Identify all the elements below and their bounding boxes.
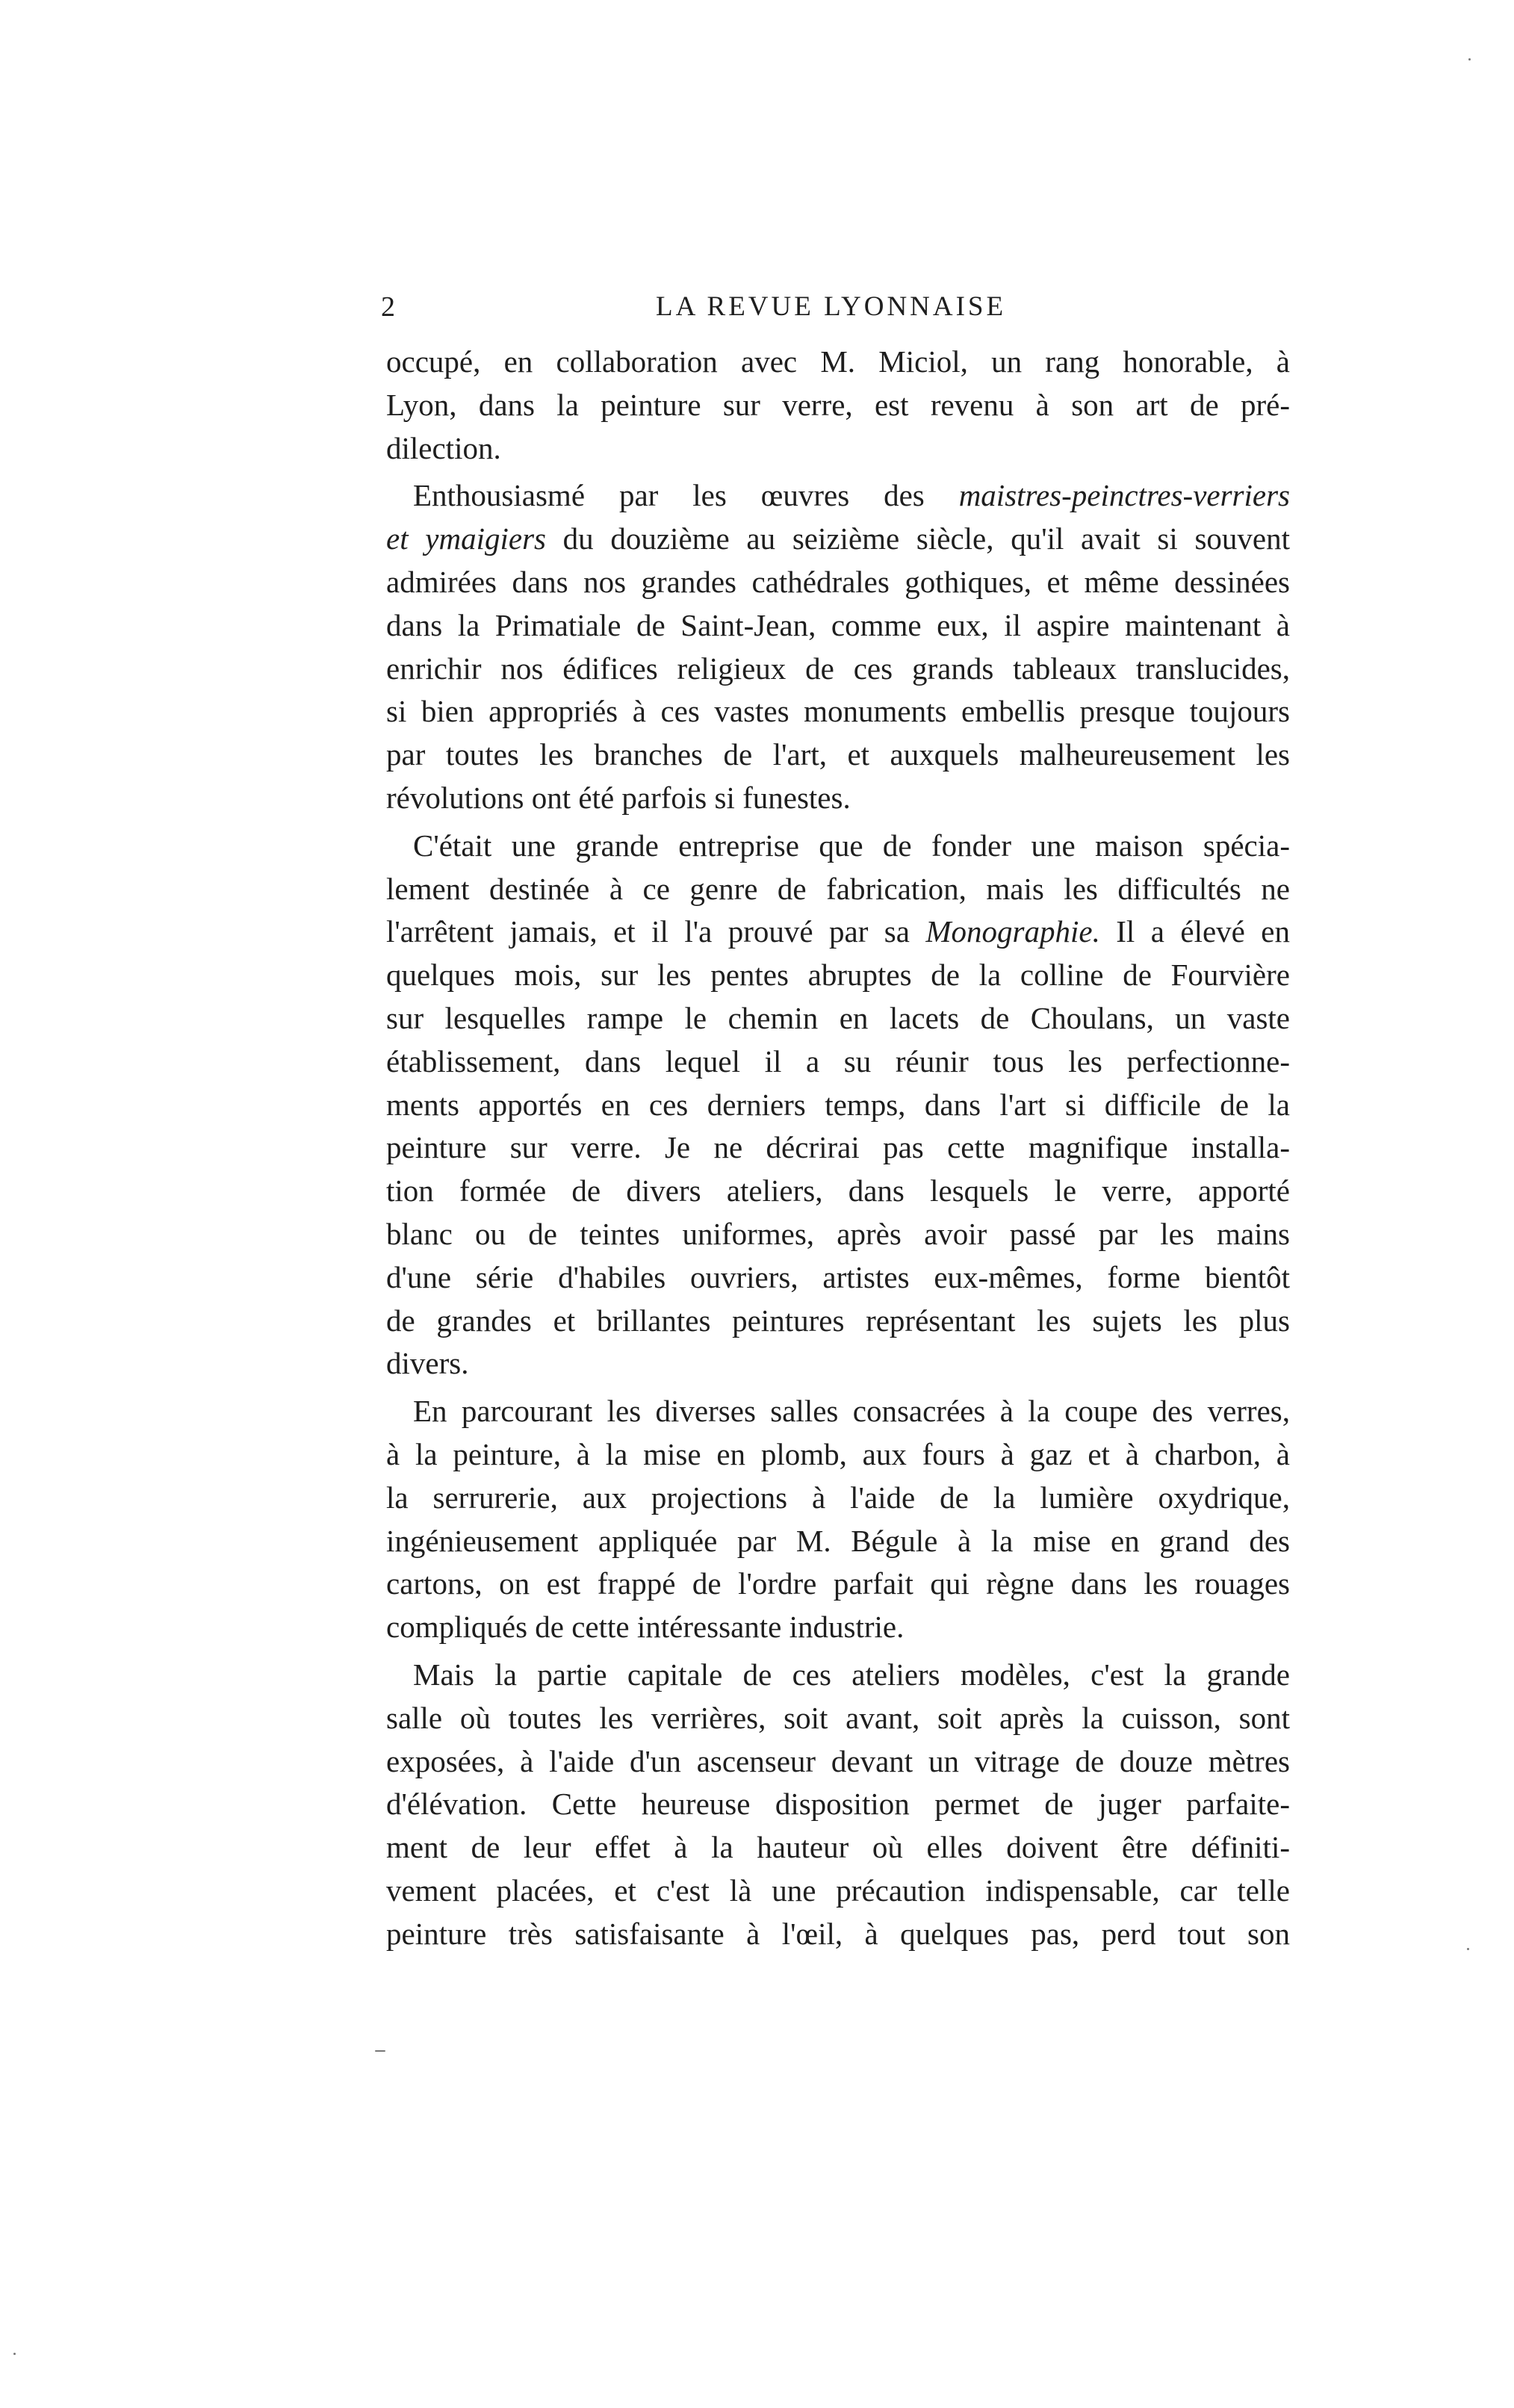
text-line: dans la Primatiale de Saint-Jean, comme eux, il aspire maintenant à [386, 607, 1290, 642]
text-line: admirées dans nos grandes cathédrales gothiques, et même dessinées [386, 564, 1290, 599]
text-line [386, 474, 1290, 518]
text-line: ment de leur effet à la hauteur où elles doivent être définiti- [386, 1830, 1290, 1865]
paper-speck [375, 2050, 385, 2052]
text-line: quelques mois, sur les pentes abruptes de la colline de Fourvière [386, 958, 1290, 993]
italic-term: et ymaigiers [386, 521, 546, 556]
text-line: peinture très satisfaisante à l'œil, à quelques pas, perd tout son [386, 1916, 1290, 1951]
text-line: cartons, on est frappé de l'ordre parfait qui règne dans les rouages [386, 1566, 1290, 1601]
text-line: lement destinée à ce genre de fabrication, mais les difficultés ne [386, 871, 1290, 906]
text-line: ments apportés en ces derniers temps, dans l'art si difficile de la [386, 1087, 1290, 1122]
paragraph-4 [386, 1390, 1290, 1649]
paper-speck [1468, 58, 1471, 60]
text-line: occupé, en collaboration avec M. Miciol, un rang honorable, à [386, 344, 1290, 379]
text-line: révolutions ont été parfois si funestes. [386, 780, 851, 815]
text-line: Mais la partie capitale de ces ateliers modèles, c'est la grande [413, 1657, 1290, 1692]
text-line: tion formée de divers ateliers, dans lesquels le verre, apporté [386, 1173, 1290, 1208]
text-span: Enthousiasmé par les œuvres des [413, 478, 959, 513]
text-span: l'arrêtent jamais, et il l'a prouvé par sa [386, 914, 926, 949]
text-line: d'élévation. Cette heureuse disposition permet de juger parfaite- [386, 1787, 1290, 1822]
text-line: salle où toutes les verrières, soit avant, soit après la cuisson, sont [386, 1700, 1290, 1735]
paragraph-1 [386, 341, 1290, 470]
text-line: compliqués de cette intéressante industrie. [386, 1610, 905, 1645]
text-line: exposées, à l'aide d'un ascenseur devant un vitrage de douze mètres [386, 1743, 1290, 1778]
text-line: si bien appropriés à ces vastes monuments embellis presque toujours [386, 694, 1290, 729]
text-line: ingénieusement appliquée par M. Bégule à la mise en grand des [386, 1523, 1290, 1558]
text-span: du douzième au seizième siècle, qu'il avait si souvent [545, 521, 1290, 556]
text-line: de grandes et brillantes peintures représentant les sujets les plus [386, 1303, 1290, 1338]
text-line [386, 910, 1290, 954]
text-line: vement placées, et c'est là une précaution indispensable, car telle [386, 1872, 1290, 1908]
text-line: En parcourant les diverses salles consacrées à la coupe des verres, [413, 1394, 1290, 1429]
paper-speck [1467, 1948, 1469, 1950]
text-line: peinture sur verre. Je ne décrirai pas cette magnifique installa- [386, 1130, 1290, 1165]
italic-term: Monographie. [925, 914, 1100, 949]
text-span: Il a élevé en [1099, 914, 1290, 949]
text-line: sur lesquelles rampe le chemin en lacets de Choulans, un vaste [386, 1000, 1290, 1035]
text-line: à la peinture, à la mise en plomb, aux fours à gaz et à charbon, à [386, 1436, 1290, 1471]
text-line: Lyon, dans la peinture sur verre, est revenu à son art de pré- [386, 387, 1290, 422]
text-line: établissement, dans lequel il a su réunir tous les perfectionne- [386, 1043, 1290, 1079]
page-number: 2 [381, 291, 395, 323]
paragraph-5 [386, 1654, 1290, 1956]
text-line: C'était une grande entreprise que de fonder une maison spécia- [413, 828, 1290, 863]
text-line: la serrurerie, aux projections à l'aide de la lumière oxydrique, [386, 1480, 1290, 1515]
paper-speck [13, 2353, 16, 2355]
text-line: divers. [386, 1346, 469, 1381]
text-line [386, 518, 1290, 561]
text-line: d'une série d'habiles ouvriers, artistes eux-mêmes, forme bientôt [386, 1259, 1290, 1294]
text-line: blanc ou de teintes uniformes, après avoir passé par les mains [386, 1216, 1290, 1251]
text-line: dilection. [386, 430, 501, 465]
text-line: enrichir nos édifices religieux de ces grands tableaux translucides, [386, 651, 1290, 686]
text-line: par toutes les branches de l'art, et auxquels malheureusement les [386, 737, 1290, 772]
italic-term: maistres-peinctres-verriers [958, 478, 1290, 513]
running-head: LA REVUE LYONNAISE [656, 291, 1007, 322]
body-text [386, 341, 1290, 1955]
paragraph-3 [386, 825, 1290, 1385]
paragraph-2 [386, 474, 1290, 819]
